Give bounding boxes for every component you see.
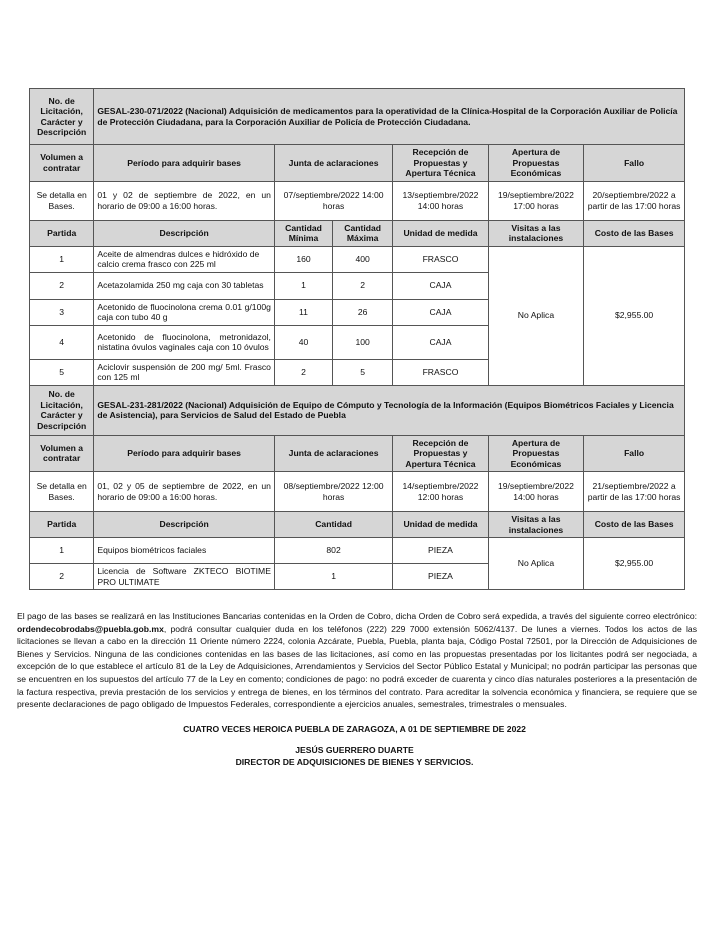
- header-unidad: Unidad de medida: [393, 512, 488, 538]
- partida-num: 2: [30, 272, 94, 299]
- licitaciones-table: [29, 88, 685, 590]
- signer-name: JESÚS GUERRERO DUARTE: [295, 745, 414, 755]
- lic1-title-row: [30, 89, 685, 145]
- lic2-titulo: GESAL-231-281/2022 (Nacional) Adquisición de Equipo de Cómputo y Tecnología de la Información (Equipos Biométricos Faciales y Licencia de Asistencia), para Servicios de Salud del Estado de Puebla: [94, 385, 685, 435]
- lic1-costo: $2,955.00: [584, 246, 685, 385]
- lic2-dates-row: [30, 472, 685, 512]
- lic2-apertura: 19/septiembre/2022 14:00 horas: [488, 472, 583, 512]
- partida-desc: Aceite de almendras dulces e hidróxido de calcio crema frasco con 225 ml: [94, 246, 275, 272]
- lic1-titulo: GESAL-230-071/2022 (Nacional) Adquisición de medicamentos para la operatividad de la Clínica-Hospital de la Corporación Auxiliar de Policía de Protección Ciudadana, para la Corporación Auxiliar de Policía de Protección Ciudadana.: [94, 89, 685, 145]
- partida-max: 5: [333, 359, 393, 385]
- header-periodo: Período para adquirir bases: [94, 145, 275, 182]
- lic2-junta: 08/septiembre/2022 12:00 horas: [274, 472, 392, 512]
- header-fallo: Fallo: [584, 435, 685, 472]
- partida-cantidad: 1: [274, 564, 392, 590]
- signature-block: [0, 745, 709, 768]
- partida-unidad: PIEZA: [393, 564, 488, 590]
- lic2-volumen: Se detalla en Bases.: [30, 472, 94, 512]
- partida-max: 100: [333, 325, 393, 359]
- header-volumen: Volumen a contratar: [30, 435, 94, 472]
- partida-min: 11: [274, 299, 332, 325]
- header-visitas: Visitas a las instalaciones: [488, 512, 583, 538]
- header-no-licitacion: No. de Licitación, Carácter y Descripción: [30, 385, 94, 435]
- header-costo: Costo de las Bases: [584, 512, 685, 538]
- footer-email: ordendecobrodabs@puebla.gob.mx: [17, 623, 164, 634]
- lic1-periodo: 01 y 02 de septiembre de 2022, en un horario de 09:00 a 16:00 horas.: [94, 181, 275, 220]
- partida-cantidad: 802: [274, 538, 392, 564]
- header-cantidad: Cantidad: [274, 512, 392, 538]
- partida-num: 2: [30, 564, 94, 590]
- partida-num: 3: [30, 299, 94, 325]
- table-row: [30, 538, 685, 564]
- header-cant-max: Cantidad Máxima: [333, 220, 393, 246]
- lic1-dates-row: [30, 181, 685, 220]
- header-unidad: Unidad de medida: [393, 220, 488, 246]
- partida-min: 1: [274, 272, 332, 299]
- city-date-line: CUATRO VECES HEROICA PUEBLA DE ZARAGOZA, A 01 DE SEPTIEMBRE DE 2022: [183, 724, 526, 734]
- header-costo: Costo de las Bases: [584, 220, 685, 246]
- lic2-header-row: [30, 435, 685, 472]
- partida-unidad: CAJA: [393, 325, 488, 359]
- header-partida: Partida: [30, 512, 94, 538]
- partida-desc: Acetonido de fluocinolona, metronidazol, nistatina óvulos vaginales caja con 10 óvulos: [94, 325, 275, 359]
- lic1-recepcion: 13/septiembre/2022 14:00 horas: [393, 181, 488, 220]
- partida-unidad: PIEZA: [393, 538, 488, 564]
- partida-num: 1: [30, 538, 94, 564]
- lic2-recepcion: 14/septiembre/2022 12:00 horas: [393, 472, 488, 512]
- lic2-periodo: 01, 02 y 05 de septiembre de 2022, en un horario de 09:00 a 16:00 horas.: [94, 472, 275, 512]
- partida-num: 4: [30, 325, 94, 359]
- partida-min: 40: [274, 325, 332, 359]
- header-junta: Junta de aclaraciones: [274, 145, 392, 182]
- table-row: [30, 246, 685, 272]
- lic1-items-header-row: [30, 220, 685, 246]
- header-junta: Junta de aclaraciones: [274, 435, 392, 472]
- partida-desc: Acetonido de fluocinolona crema 0.01 g/100g caja con tubo 40 g: [94, 299, 275, 325]
- header-apertura: Apertura de Propuestas Económicas: [488, 145, 583, 182]
- footer-intro: El pago de las bases se realizará en las Instituciones Bancarias contenidas en la Orden de Cobro, dicha Orden de Cobro será expedida, a través del siguiente correo electrónico:: [17, 611, 697, 621]
- partida-num: 1: [30, 246, 94, 272]
- header-visitas: Visitas a las instalaciones: [488, 220, 583, 246]
- header-recepcion: Recepción de Propuestas y Apertura Técnica: [393, 145, 488, 182]
- lic2-costo: $2,955.00: [584, 538, 685, 590]
- signer-title: DIRECTOR DE ADQUISICIONES DE BIENES Y SERVICIOS.: [235, 756, 474, 767]
- header-periodo: Período para adquirir bases: [94, 435, 275, 472]
- lic2-title-row: [30, 385, 685, 435]
- partida-desc: Equipos biométricos faciales: [94, 538, 275, 564]
- partida-max: 2: [333, 272, 393, 299]
- partida-unidad: FRASCO: [393, 246, 488, 272]
- partida-min: 160: [274, 246, 332, 272]
- partida-max: 400: [333, 246, 393, 272]
- partida-desc: Acetazolamida 250 mg caja con 30 tabletas: [94, 272, 275, 299]
- lic2-fallo: 21/septiembre/2022 a partir de las 17:00 horas: [584, 472, 685, 512]
- partida-num: 5: [30, 359, 94, 385]
- lic1-junta: 07/septiembre/2022 14:00 horas: [274, 181, 392, 220]
- partida-desc: Licencia de Software ZKTECO BIOTIME PRO ULTIMATE: [94, 564, 275, 590]
- lic1-volumen: Se detalla en Bases.: [30, 181, 94, 220]
- lic1-header-row: [30, 145, 685, 182]
- header-recepcion: Recepción de Propuestas y Apertura Técnica: [393, 435, 488, 472]
- header-descripcion: Descripción: [94, 512, 275, 538]
- partida-desc: Aciclovir suspensión de 200 mg/ 5ml. Frasco con 125 ml: [94, 359, 275, 385]
- header-fallo: Fallo: [584, 145, 685, 182]
- lic2-items-header-row: [30, 512, 685, 538]
- partida-unidad: CAJA: [393, 272, 488, 299]
- lic2-visitas: No Aplica: [488, 538, 583, 590]
- header-cant-min: Cantidad Mínima: [274, 220, 332, 246]
- footer-paragraph: [17, 610, 697, 711]
- header-volumen: Volumen a contratar: [30, 145, 94, 182]
- header-descripcion: Descripción: [94, 220, 275, 246]
- header-no-licitacion: No. de Licitación, Carácter y Descripción: [30, 89, 94, 145]
- footer-rest: , podrá consultar cualquier duda en los teléfonos (222) 229 7000 extensión 5062/4137. De lunes a viernes. Todos los actos de las licitaciones se llevan a cabo en la dirección 11 Oriente número 2224, colonia Azcárate, Puebla, Puebla, planta baja, Código Postal 72501, por la Dirección de Adquisiciones de Bienes y Servicios. Ninguna de las condiciones contenidas en las bases de las licitaciones, así como en las propuestas presentadas por los licitantes podrá ser negociada, a excepción de lo que establece el artículo 81 de la Ley de Adquisiciones, Arrendamientos y Servicios del Sector Público Estatal y Municipal; no podrán participar las personas que se encuentren en los supuestos del artículo 77 de la Ley en comento; condiciones de pago: no podrá exceder de cuarenta y cinco días naturales posteriores a la presentación de la factura respectiva, previa prestación de los servicios y entrega de bienes, en los términos del contrato. Para acreditar la solvencia económica y financiera, se requiere que se presente declaraciones de pago obligado de Impuestos Federales, correspondiente a ejercicios anuales, semestrales, trimestrales o mensuales.: [17, 623, 697, 710]
- lic1-fallo: 20/septiembre/2022 a partir de las 17:00 horas: [584, 181, 685, 220]
- partida-min: 2: [274, 359, 332, 385]
- partida-unidad: FRASCO: [393, 359, 488, 385]
- lic1-apertura: 19/septiembre/2022 17:00 horas: [488, 181, 583, 220]
- partida-max: 26: [333, 299, 393, 325]
- lic1-visitas: No Aplica: [488, 246, 583, 385]
- header-partida: Partida: [30, 220, 94, 246]
- header-apertura: Apertura de Propuestas Económicas: [488, 435, 583, 472]
- partida-unidad: CAJA: [393, 299, 488, 325]
